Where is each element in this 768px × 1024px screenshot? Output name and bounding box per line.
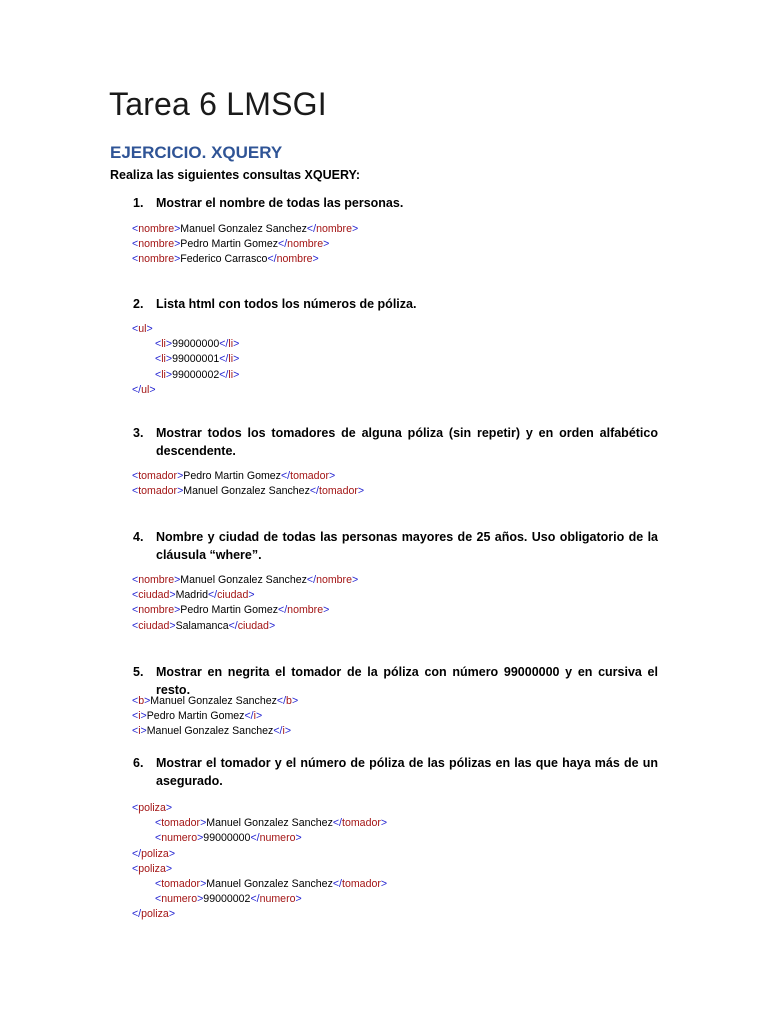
xml-bracket: < (155, 353, 162, 366)
xml-tag-name: numero (161, 832, 198, 845)
code-line (132, 619, 358, 634)
xml-bracket: > (177, 485, 184, 498)
xml-text-value: Pedro Martin Gomez (146, 710, 245, 723)
exercise-heading: EJERCICIO. XQUERY (110, 143, 283, 162)
code-line (132, 847, 387, 862)
xml-tag-name: ciudad (138, 619, 170, 632)
question-1 (133, 194, 658, 212)
xml-bracket: > (174, 574, 181, 586)
xml-text-value: 99000000 (203, 832, 251, 845)
xml-bracket: </ (306, 574, 317, 586)
question-text: Mostrar el nombre de todas las personas. (156, 196, 404, 210)
xml-text-value: Madrid (175, 589, 208, 602)
xml-bracket: < (132, 619, 139, 632)
code-line (132, 724, 298, 739)
xml-text-value: Federico Carrasco (180, 253, 268, 266)
code-line (132, 709, 298, 724)
xml-tag-name: ciudad (237, 619, 269, 632)
xml-text-value: 99000000 (172, 338, 220, 351)
code-line (132, 892, 387, 907)
xml-tag-name: nombre (316, 574, 352, 586)
xml-tag-name: tomador (290, 470, 329, 482)
xml-bracket: </ (332, 877, 343, 890)
xml-bracket: > (380, 817, 388, 830)
xml-text-value: 99000002 (172, 368, 220, 381)
xml-bracket: </ (132, 847, 142, 860)
code-line (132, 877, 387, 892)
code-line (132, 383, 239, 398)
xml-text-value: Manuel Gonzalez Sanchez (206, 817, 333, 830)
xml-bracket: < (132, 725, 139, 738)
xml-tag-name: numero (259, 893, 296, 906)
xml-bracket: </ (250, 893, 260, 906)
xml-bracket: > (200, 877, 207, 890)
xml-bracket: < (132, 710, 139, 723)
xml-tag-name: nombre (316, 223, 352, 235)
code-block-5 (132, 694, 298, 740)
xml-text-value: Manuel Gonzalez Sanchez (146, 725, 274, 738)
xml-tag-name: li (228, 338, 234, 351)
xml-bracket: > (351, 574, 359, 586)
xml-bracket: > (312, 253, 319, 266)
code-block-6 (132, 801, 387, 923)
xml-text-value: Manuel Gonzalez Sanchez (180, 223, 307, 235)
question-number: 4. (133, 530, 144, 544)
question-text: Mostrar el tomador y el número de póliza de las pólizas en las que haya más de un asegurado. (156, 756, 658, 788)
xml-tag-name: li (228, 368, 234, 381)
xml-bracket: > (140, 710, 147, 723)
xml-text-value: Manuel Gonzalez Sanchez (183, 485, 310, 498)
xml-bracket: < (155, 893, 162, 906)
xml-bracket: </ (276, 695, 287, 707)
code-line (132, 237, 358, 252)
xml-tag-name: tomador (319, 485, 358, 498)
xml-tag-name: ul (141, 383, 150, 396)
xml-bracket: > (233, 353, 240, 366)
xml-bracket: > (233, 368, 240, 381)
xml-bracket: > (284, 725, 292, 738)
xml-bracket: > (200, 817, 207, 830)
xml-bracket: > (197, 893, 204, 906)
code-line (132, 694, 298, 709)
code-line (132, 484, 364, 499)
question-number: 5. (133, 665, 144, 679)
xml-bracket: < (155, 817, 162, 830)
xml-tag-name: b (138, 695, 145, 707)
xml-bracket: > (177, 470, 184, 482)
xml-text-value: Salamanca (175, 619, 229, 632)
code-line (132, 573, 358, 588)
xml-bracket: > (197, 832, 204, 845)
xml-bracket: < (155, 368, 162, 381)
xml-text-value: 99000001 (172, 353, 220, 366)
question-text: Mostrar todos los tomadores de alguna póliza (sin repetir) y en orden alfabético descendente. (156, 426, 658, 458)
question-3 (133, 424, 658, 460)
xml-bracket: < (132, 238, 139, 251)
code-line (132, 831, 387, 846)
xml-tag-name: nombre (276, 253, 313, 266)
xml-bracket: < (132, 862, 139, 875)
xml-bracket: > (169, 619, 176, 632)
code-block-1 (132, 222, 358, 268)
xml-bracket: > (144, 695, 151, 707)
xml-bracket: </ (132, 908, 142, 921)
question-text: Lista html con todos los números de póliza. (156, 297, 417, 311)
xml-bracket: </ (280, 470, 291, 482)
code-line (132, 588, 358, 603)
question-text: Mostrar en negrita el tomador de la póliza con número 99000000 y en cursiva el resto. (156, 665, 658, 697)
xml-tag-name: i (138, 710, 141, 723)
xml-bracket: > (291, 695, 299, 707)
xml-tag-name: li (161, 368, 166, 381)
xml-tag-name: nombre (287, 604, 324, 617)
xml-text-value: Pedro Martin Gomez (180, 604, 279, 617)
xml-bracket: </ (132, 383, 142, 396)
xml-tag-name: tomador (342, 817, 381, 830)
xml-bracket: < (155, 832, 162, 845)
question-number: 1. (133, 196, 144, 210)
xml-bracket: < (132, 604, 139, 617)
code-line (132, 801, 387, 816)
xml-tag-name: i (138, 725, 141, 738)
xml-bracket: < (132, 253, 139, 266)
xml-bracket: > (268, 619, 276, 632)
xml-bracket: </ (332, 817, 343, 830)
code-line (132, 816, 387, 831)
xml-tag-name: poliza (138, 862, 166, 875)
xml-tag-name: nombre (287, 238, 324, 251)
xml-bracket: > (323, 604, 330, 617)
xml-tag-name: poliza (141, 847, 169, 860)
question-number: 6. (133, 756, 144, 770)
question-number: 3. (133, 426, 144, 440)
xml-tag-name: ciudad (138, 589, 170, 602)
xml-bracket: > (323, 238, 330, 251)
xml-bracket: < (132, 223, 139, 235)
xml-tag-name: li (161, 338, 166, 351)
xml-bracket: < (155, 338, 162, 351)
xml-bracket: </ (219, 368, 229, 381)
xml-bracket: < (155, 877, 162, 890)
xml-tag-name: numero (259, 832, 296, 845)
xml-tag-name: tomador (161, 817, 201, 830)
xml-tag-name: ul (138, 323, 147, 335)
xml-tag-name: tomador (342, 877, 381, 890)
xml-tag-name: li (161, 353, 166, 366)
xml-bracket: </ (278, 238, 288, 251)
xml-tag-name: tomador (138, 470, 178, 482)
code-line (132, 222, 358, 237)
xml-bracket: </ (309, 485, 320, 498)
xml-tag-name: nombre (138, 253, 175, 266)
xml-bracket: > (168, 908, 176, 921)
xml-bracket: </ (267, 253, 277, 266)
xml-bracket: > (168, 847, 176, 860)
xml-tag-name: i (282, 725, 285, 738)
code-block-2 (132, 322, 239, 398)
code-block-3 (132, 469, 364, 499)
code-line (132, 469, 364, 484)
xml-bracket: > (248, 589, 255, 602)
xml-bracket: > (255, 710, 263, 723)
xml-bracket: < (132, 485, 139, 498)
code-line (132, 337, 239, 352)
xml-bracket: < (132, 589, 139, 602)
document-title: Tarea 6 LMSGI (109, 86, 327, 122)
xml-tag-name: nombre (138, 223, 175, 235)
xml-text-value: Manuel Gonzalez Sanchez (150, 695, 277, 707)
xml-tag-name: ciudad (217, 589, 249, 602)
xml-tag-name: nombre (138, 604, 175, 617)
question-2 (133, 295, 658, 313)
xml-bracket: > (174, 253, 181, 266)
xml-tag-name: poliza (138, 802, 166, 814)
code-line (132, 352, 239, 367)
xml-bracket: > (351, 223, 359, 235)
xml-bracket: < (132, 470, 139, 482)
xml-tag-name: poliza (141, 908, 169, 921)
xml-bracket: > (174, 604, 181, 617)
code-line (132, 862, 387, 877)
xml-bracket: > (380, 877, 388, 890)
xml-bracket: > (357, 485, 365, 498)
xml-text-value: 99000002 (203, 893, 251, 906)
question-text: Nombre y ciudad de todas las personas mayores de 25 años. Uso obligatorio de la cláusula “where”. (156, 530, 658, 562)
xml-tag-name: li (228, 353, 234, 366)
code-line (132, 252, 358, 267)
xml-tag-name: nombre (138, 574, 175, 586)
xml-bracket: < (132, 574, 139, 586)
xml-text-value: Pedro Martin Gomez (183, 470, 281, 482)
xml-bracket: > (169, 589, 176, 602)
xml-bracket: </ (273, 725, 283, 738)
question-6 (133, 754, 658, 790)
xml-bracket: > (174, 238, 181, 251)
xml-bracket: > (146, 323, 153, 335)
code-line (132, 907, 387, 922)
xml-bracket: > (295, 832, 302, 845)
xml-bracket: </ (219, 338, 229, 351)
xml-tag-name: tomador (161, 877, 201, 890)
xml-tag-name: tomador (138, 485, 178, 498)
xml-bracket: </ (228, 619, 238, 632)
xml-bracket: > (174, 223, 181, 235)
xml-bracket: </ (250, 832, 260, 845)
xml-bracket: </ (306, 223, 317, 235)
xml-tag-name: b (286, 695, 292, 707)
xml-bracket: </ (207, 589, 218, 602)
xml-bracket: < (132, 323, 139, 335)
xml-text-value: Manuel Gonzalez Sanchez (206, 877, 333, 890)
question-4 (133, 528, 658, 564)
xml-bracket: < (132, 695, 139, 707)
xml-bracket: > (165, 862, 173, 875)
xml-bracket: > (295, 893, 302, 906)
xml-bracket: > (165, 338, 173, 351)
xml-bracket: > (140, 725, 147, 738)
xml-bracket: > (329, 470, 336, 482)
xml-text-value: Manuel Gonzalez Sanchez (180, 574, 307, 586)
xml-bracket: > (233, 338, 240, 351)
code-block-4 (132, 573, 358, 634)
code-line (132, 603, 358, 618)
xml-bracket: > (149, 383, 156, 396)
xml-bracket: > (165, 802, 173, 814)
xml-bracket: </ (278, 604, 288, 617)
xml-bracket: < (132, 802, 139, 814)
xml-tag-name: i (253, 710, 256, 723)
xml-bracket: > (165, 353, 173, 366)
xml-tag-name: numero (161, 893, 198, 906)
code-line (132, 322, 239, 337)
xml-tag-name: nombre (138, 238, 175, 251)
xml-text-value: Pedro Martin Gomez (180, 238, 279, 251)
question-number: 2. (133, 297, 144, 311)
xml-bracket: </ (219, 353, 229, 366)
intro-text: Realiza las siguientes consultas XQUERY: (110, 168, 361, 182)
xml-bracket: </ (244, 710, 254, 723)
code-line (132, 368, 239, 383)
xml-bracket: > (165, 368, 173, 381)
